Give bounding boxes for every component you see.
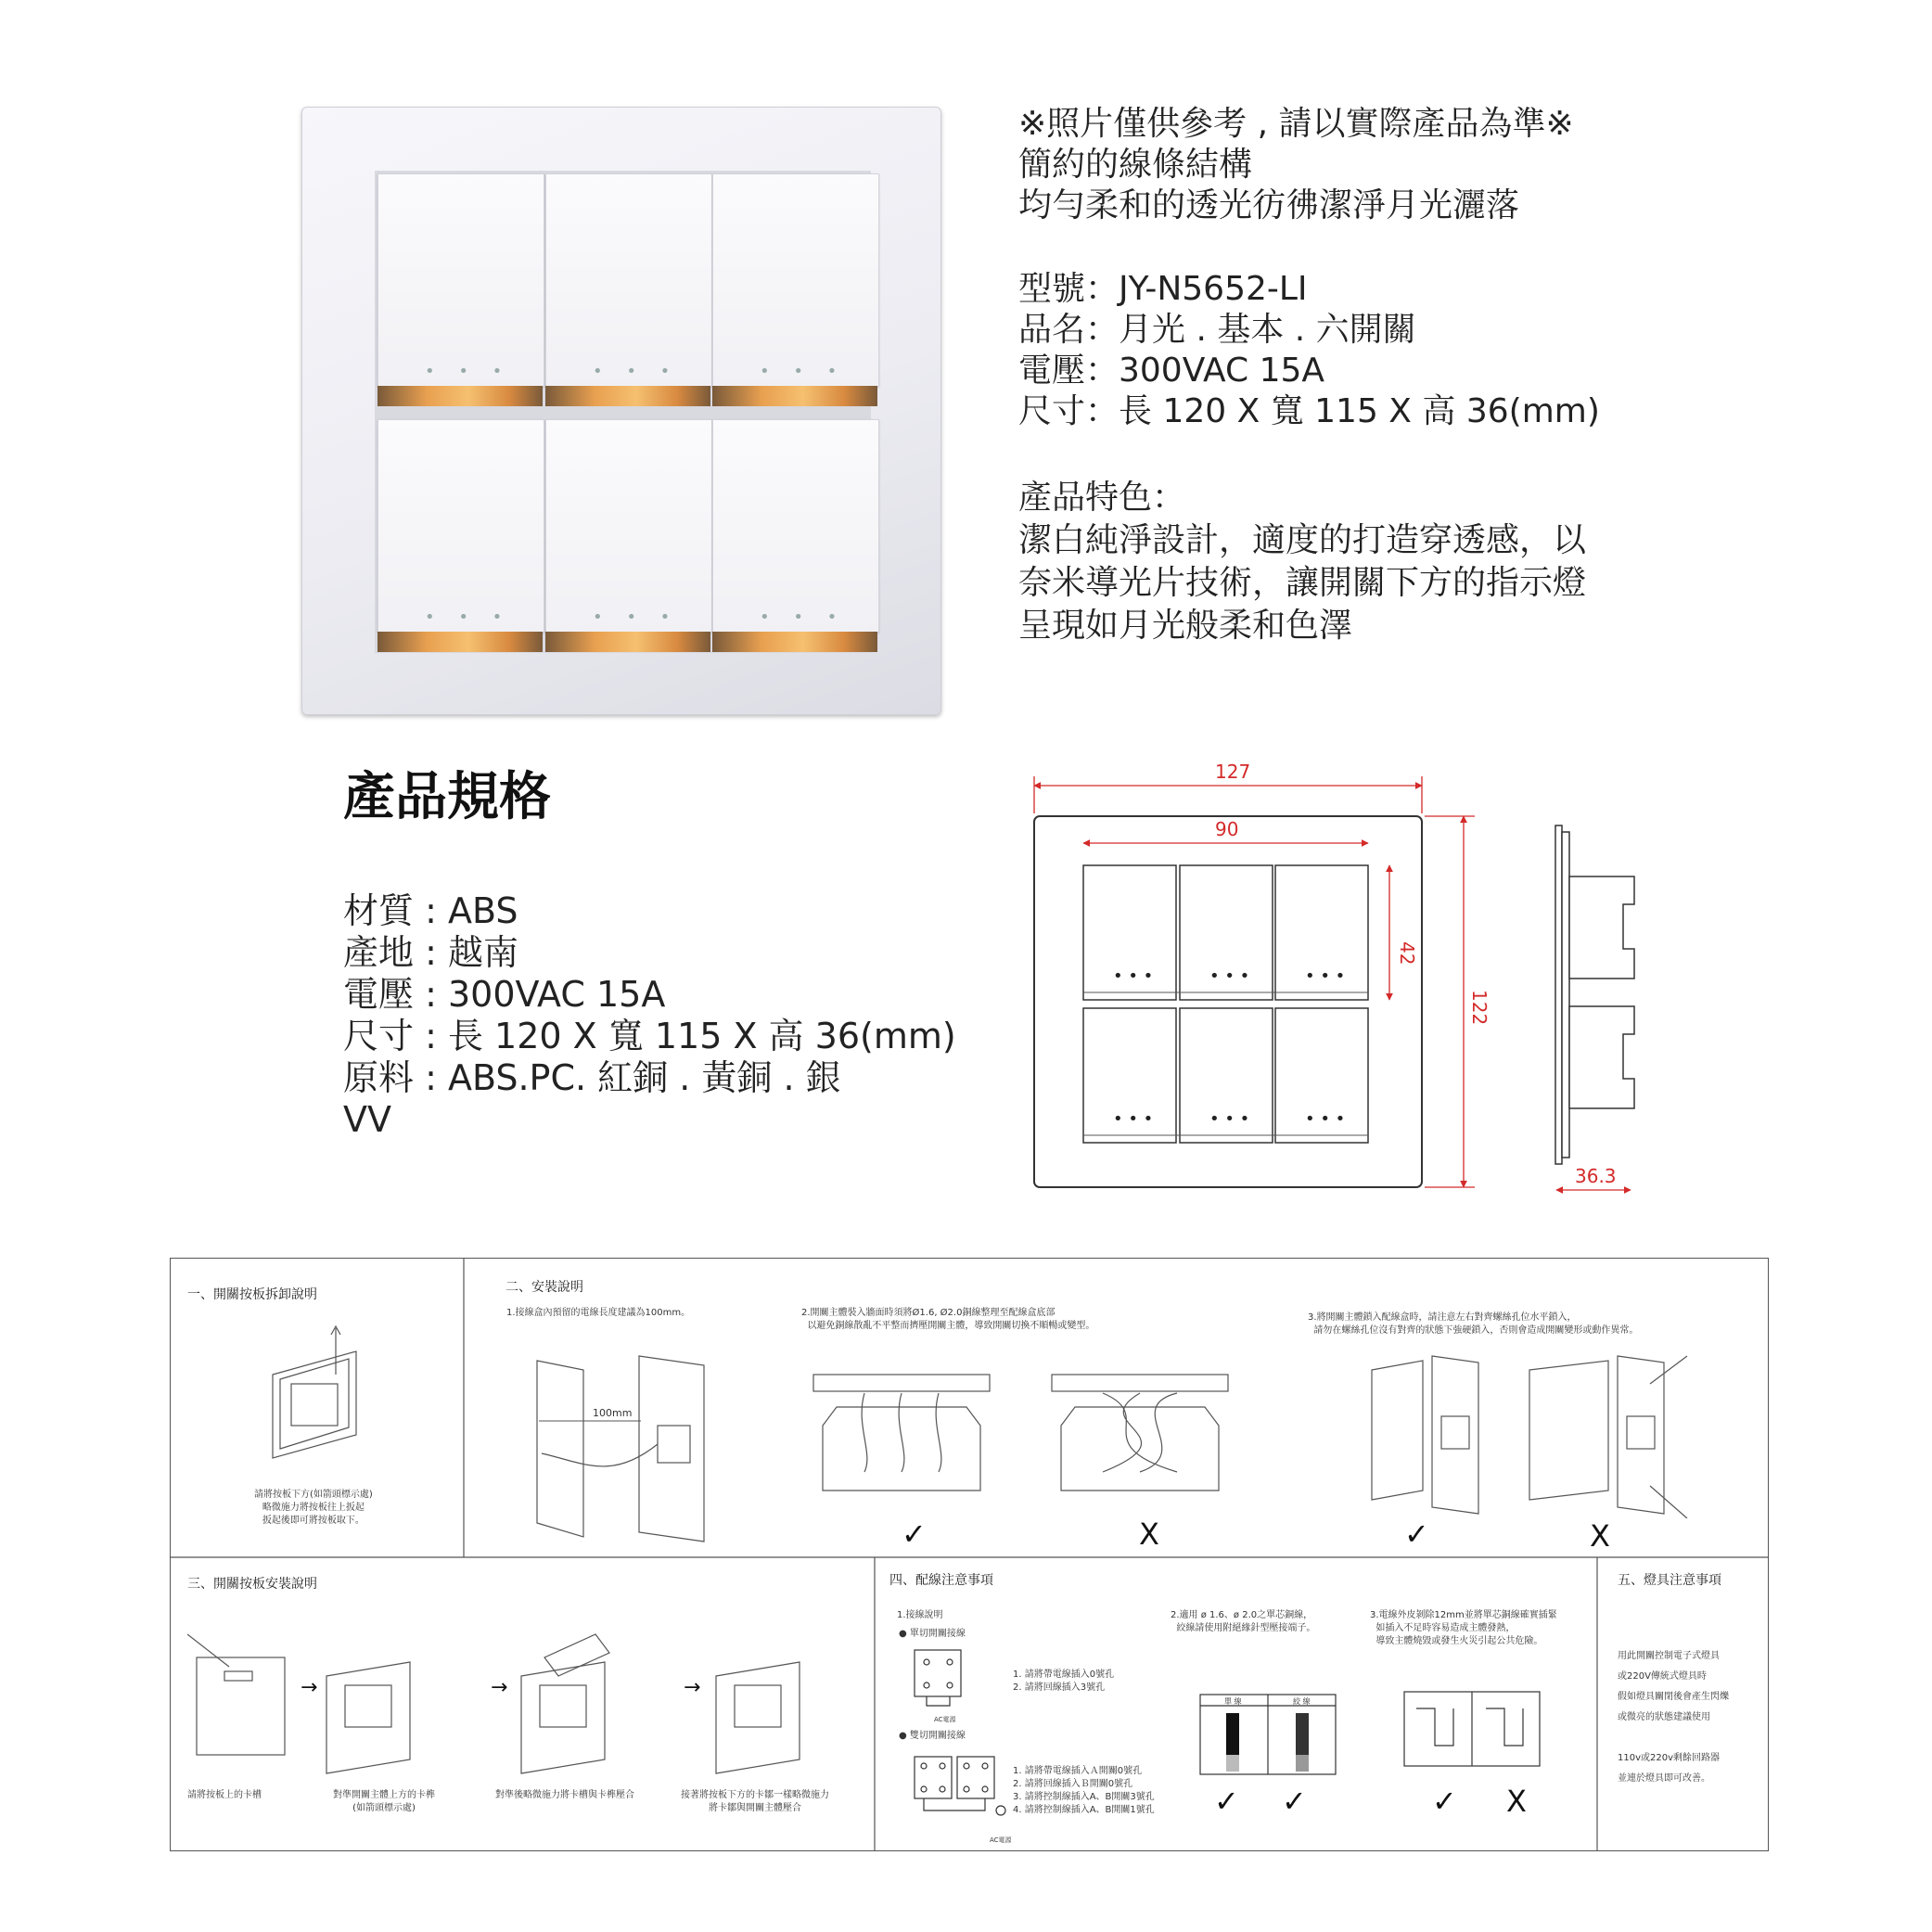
product-photo — [301, 107, 941, 715]
key-dots: • • • — [1305, 1109, 1346, 1129]
wiring-good-illustration — [809, 1370, 994, 1509]
dim-depth: 36.3 — [1575, 1165, 1617, 1187]
single-switch-label: ● 單切開關接線 — [899, 1629, 966, 1639]
key-dots: • • • — [1209, 966, 1250, 986]
install-step-3: 3.將開關主體鎖入配線盒時，請注意左右對齊螺絲孔位水平鎖入， 請勿在螺絲孔位沒有對齊的狀態下強硬鎖入，否則會造成開關變形或動作異常。 — [1308, 1312, 1639, 1336]
switch-key: • • • — [377, 173, 544, 387]
tagline-1: 簡約的線條結構 — [1018, 146, 1253, 184]
dim-width-inner: 90 — [1215, 818, 1239, 840]
step-arrow: → — [301, 1676, 318, 1699]
section-5-text: 用此開關控制電子式燈具 或220V傳統式燈具時 假如燈具關閉後會產生閃爍 或微亮的狀態建議使用 110v或220v剩餘回路器 並連於燈具即可改善。 — [1618, 1651, 1729, 1784]
features-line-1: 潔白純淨設計，適度的打造穿透感，以 — [1018, 521, 1587, 559]
indicator-glow — [545, 632, 710, 652]
plate-step-1: 請將按板上的卡槽 — [187, 1790, 262, 1800]
cross-mark: X — [1506, 1784, 1527, 1819]
section-2-title: 二、安裝說明 — [505, 1280, 583, 1295]
screw-good-illustration — [1367, 1351, 1516, 1518]
spec-size: 尺寸 : 長 120 X 寬 115 X 高 36(mm) — [343, 1016, 956, 1056]
double-switch-diagram — [913, 1755, 1024, 1838]
check-mark: ✓ — [1404, 1516, 1429, 1552]
dimension-drawing — [1020, 756, 1651, 1196]
size-line: 尺寸：長 120 X 寬 115 X 高 36(mm) — [1018, 392, 1600, 430]
switch-key: • • • — [545, 419, 712, 633]
model-line: 型號：JY-N5652-LI — [1018, 270, 1308, 308]
switch-key: • • • — [712, 173, 879, 387]
key-dots: • • • — [1305, 966, 1346, 986]
install-step-2: 2.開關主體裝入牆面時須將Ø1.6, Ø2.0銅線整理至配線盒底部 以避免銅線散亂不平整而擠壓開關主體，導致開關切換不順暢或變型。 — [801, 1308, 1095, 1331]
cross-mark: X — [1590, 1518, 1610, 1554]
label-single-wire: 單 線 — [1224, 1697, 1242, 1706]
wire-type-diagram — [1198, 1693, 1337, 1776]
features-line-2: 奈米導光片技術，讓開關下方的指示燈 — [1018, 564, 1587, 602]
spec-voltage: 電壓 : 300VAC 15A — [343, 974, 666, 1015]
double-switch-notes: 1. 請將帶電線插入Ａ開關0號孔 2. 請將回線插入Ｂ開關0號孔 3. 請將控制線插入A、B開關3號孔 4. 請將控制線插入A、B開關1號孔 — [1013, 1766, 1155, 1815]
indicator-glow — [545, 386, 710, 406]
key-dots: • • • — [1113, 1109, 1154, 1129]
step-arrow: → — [491, 1676, 508, 1699]
indicator-glow — [377, 632, 543, 652]
dim-width-outer: 127 — [1215, 761, 1251, 783]
spec-origin: 產地 : 越南 — [343, 932, 518, 973]
single-switch-notes: 1. 請將帶電線插入0號孔 2. 請將回線插入3號孔 — [1013, 1670, 1115, 1693]
wiring-sub-3: 3.電線外皮剝除12mm並將單芯銅線確實插緊 如插入不足時容易造成主體發熱， 導致主體燒毀或發生火災引起公共危險。 — [1370, 1610, 1557, 1646]
indicator-glow — [712, 632, 877, 652]
plate-install-illustrations — [187, 1630, 855, 1778]
key-dots: • • • — [1113, 966, 1154, 986]
dim-key-height: 42 — [1396, 941, 1418, 966]
label-twisted-wire: 絞 線 — [1293, 1697, 1311, 1706]
indicator-glow — [712, 386, 877, 406]
switch-removal-illustration — [254, 1324, 384, 1463]
spec-extra: VV — [343, 1099, 391, 1140]
screw-bad-illustration — [1525, 1351, 1710, 1518]
features-title: 產品特色： — [1018, 479, 1186, 517]
check-mark: ✓ — [1282, 1784, 1307, 1819]
wire-length-illustration — [528, 1351, 723, 1546]
spec-material: 材質 : ABS — [343, 890, 518, 931]
switch-key: • • • — [712, 419, 879, 633]
check-mark: ✓ — [902, 1516, 927, 1552]
spec-raw: 原料 : ABS.PC. 紅銅 . 黃銅 . 銀 — [343, 1057, 841, 1098]
plate-step-4: 接著將按板下方的卡鄒一樣略微施力 將卡鄒與開關主體壓合 — [681, 1790, 829, 1813]
strip-length-diagram — [1402, 1690, 1542, 1773]
ac-label: AC電源 — [990, 1836, 1012, 1844]
step-arrow: → — [684, 1676, 701, 1699]
plate-step-2: 對準開關主體上方的卡榫 (如箭頭標示處) — [333, 1790, 435, 1813]
name-line: 品名：月光 . 基本 . 六開關 — [1018, 311, 1416, 349]
key-dots: • • • — [1209, 1109, 1250, 1129]
spec-title: 產品規格 — [343, 767, 551, 827]
wiring-bad-illustration — [1047, 1370, 1233, 1509]
ac-label: AC電源 — [934, 1716, 956, 1723]
indicator-glow — [377, 386, 543, 406]
plate-step-3: 對準後略微施力將卡槽與卡榫壓合 — [495, 1790, 634, 1800]
switch-key: • • • — [377, 419, 544, 633]
section-1-title: 一、開關按板拆卸說明 — [187, 1287, 317, 1302]
check-mark: ✓ — [1432, 1784, 1457, 1819]
wiring-sub-1: 1.接線說明 — [897, 1610, 943, 1620]
section-5-title: 五、燈具注意事項 — [1618, 1573, 1721, 1588]
section-4-title: 四、配線注意事項 — [889, 1573, 993, 1588]
section-3-title: 三、開關按板安裝說明 — [187, 1577, 317, 1592]
single-switch-diagram — [913, 1648, 978, 1713]
install-step-1: 1.接線盒內預留的電線長度建議為100mm。 — [506, 1308, 691, 1318]
instruction-sheet — [170, 1258, 1769, 1851]
tagline-2: 均勻柔和的透光彷彿潔淨月光灑落 — [1018, 186, 1520, 224]
dim-100mm: 100mm — [593, 1407, 633, 1419]
wiring-sub-2: 2.適用 ø 1.6、ø 2.0之單芯銅線， 絞線請使用附絕緣針型壓接端子。 — [1171, 1610, 1316, 1633]
notice-text: ※照片僅供參考 , 請以實際產品為準※ — [1018, 105, 1574, 143]
cross-mark: X — [1139, 1516, 1159, 1552]
switch-key: • • • — [545, 173, 712, 387]
double-switch-label: ● 雙切開關接線 — [899, 1731, 966, 1741]
dim-height-outer: 122 — [1468, 990, 1491, 1026]
section-1-text: 請將按板下方(如箭頭標示處) 略微施力將按板往上扳起 扳起後即可將按板取下。 — [254, 1490, 373, 1526]
voltage-line: 電壓：300VAC 15A — [1018, 352, 1325, 390]
check-mark: ✓ — [1214, 1784, 1239, 1819]
features-line-3: 呈現如月光般柔和色澤 — [1018, 607, 1353, 645]
